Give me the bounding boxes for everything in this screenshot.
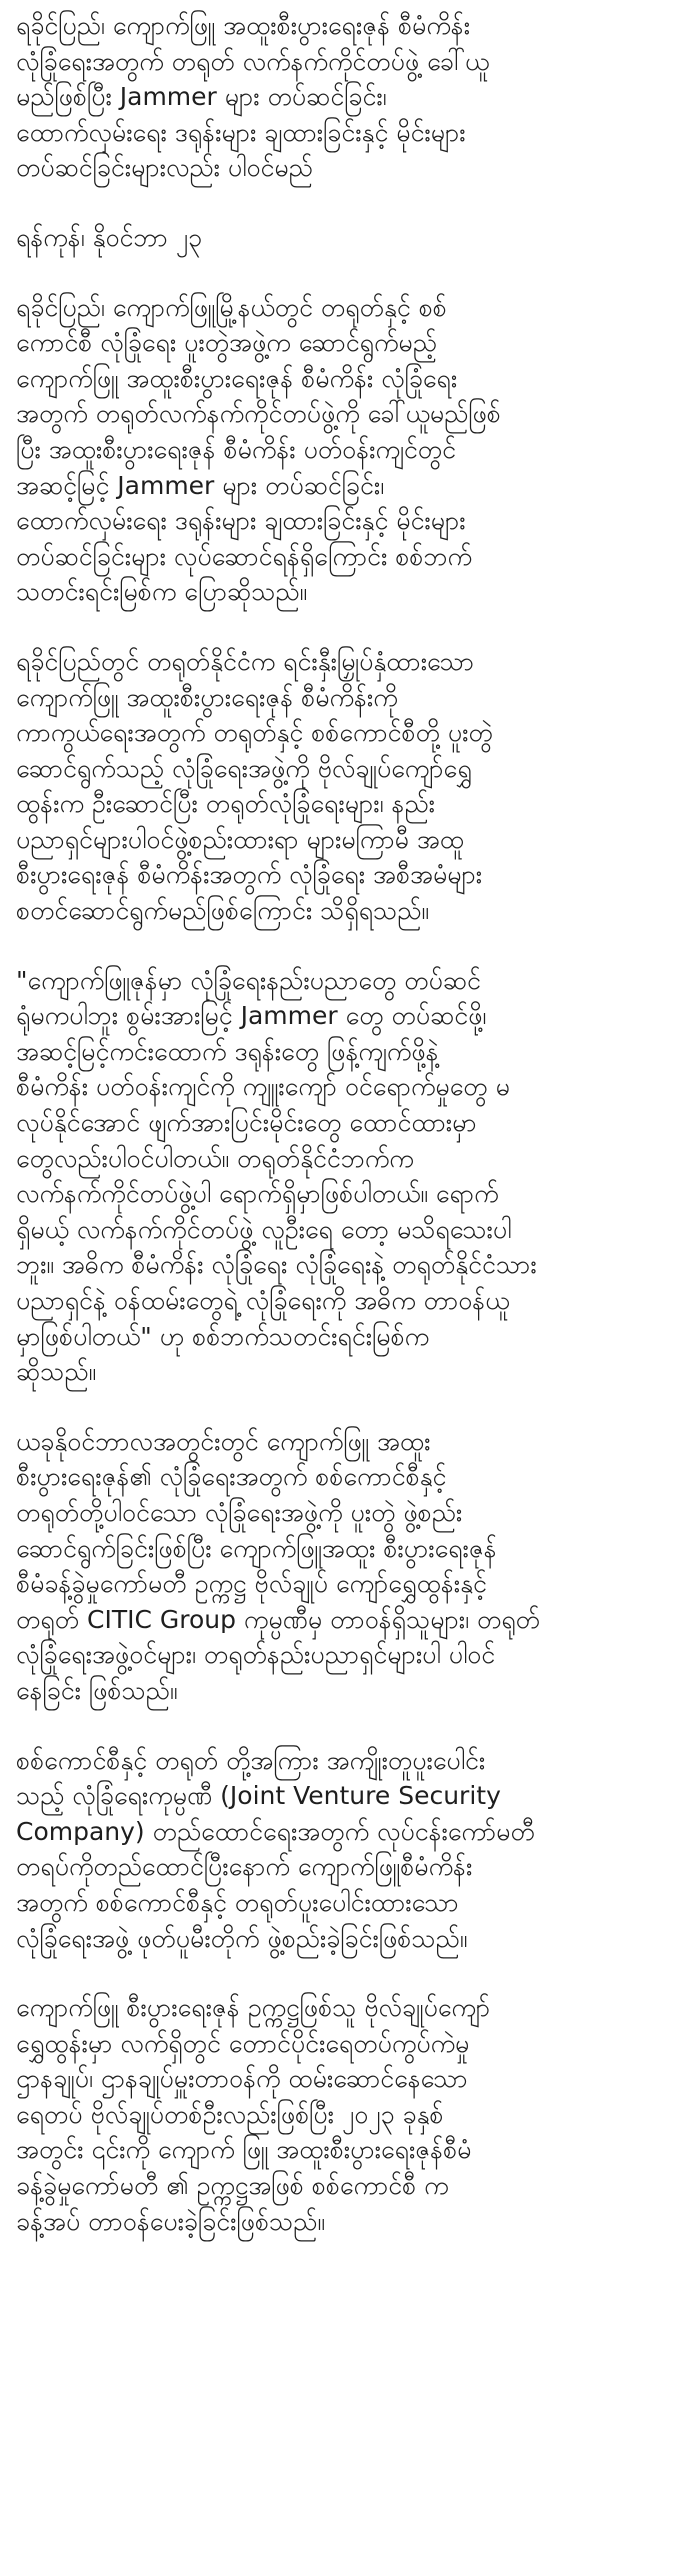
article-headline: ရခိုင်ပြည်၊ ကျောက်ဖြူ အထူးစီးပွားရေးဇုန် စီမံကိန်း လုံခြုံရေးအတွက် တရုတ် လက်နက်ကိုင်တပ်ဖွဲ့ ခေါ်ယူ မည်ဖြစ်ပြီး Jammer များ တပ်ဆင်ခြင်း၊ ထောက်လှမ်းရေး ဒရုန်းများ ချထားခြင်းနှင့် မိုင်းများ တပ်ဆင်ခြင်းများလည်း ပါဝင်မည် xyxy=(16,11,490,183)
article-dateline: ရန်ကုန်၊ နိုဝင်ဘာ ၂၃ xyxy=(16,222,203,252)
article-paragraph: ကျောက်ဖြူ စီးပွားရေးဇုန် ဥက္ကဋ္ဌဖြစ်သူ ဗိုလ်ချုပ်ကျော် ရွှေထွန်းမှာ လက်ရှိတွင် တောင်ပိုင်းရေတပ်ကွပ်ကဲမှု ဌာနချုပ်၊ ဌာနချုပ်မှူးတာဝန်ကို ထမ်းဆောင်နေသော ရေတပ် ဗိုလ်ချုပ်တစ်ဦးလည်းဖြစ်ပြီး ၂၀၂၃ ခုနှစ် အတွင်း ၎င်းကို ကျောက် ဖြူ အထူးစီးပွားရေးဇုန်စီမံ ခန့်ခွဲမှုကော်မတီ ၏ ဥက္ကဋ္ဌအဖြစ် စစ်ကောင်စီ က ခန့်အပ် တာဝန်ပေးခဲ့ခြင်းဖြစ်သည်။ xyxy=(16,1993,491,2236)
article-quote-paragraph: "ကျောက်ဖြူဇုန်မှာ လုံခြုံရေးနည်းပညာတွေ တပ်ဆင် ရုံမကပါဘူး စွမ်းအားမြင့် Jammer တွေ တပ်ဆင်ဖို့၊ အဆင့်မြင့်ကင်းထောက် ဒရုန်းတွေ ဖြန့်ကျက်ဖို့နဲ့ စီမံကိန်း ပတ်ဝန်းကျင်ကို ကျူးကျော် ဝင်ရောက်မှုတွေ မ လုပ်နိုင်အောင် ဖျက်အားပြင်းမိုင်းတွေ ထောင်ထားမှာ တွေလည်းပါဝင်ပါတယ်။ တရုတ်နိုင်ငံဘက်က လက်နက်ကိုင်တပ်ဖွဲ့ပါ ရောက်ရှိမှာဖြစ်ပါတယ်။ ရောက် ရှိမယ့် လက်နက်ကိုင်တပ်ဖွဲ့ လူဦးရေ တော့ မသိရသေးပါ ဘူး။ အဓိက စီမံကိန်း လုံခြုံရေး လုံခြုံရေးနဲ့ တရုတ်နိုင်ငံသား ပညာရှင်နဲ့ ဝန်ထမ်းတွေရဲ့ လုံခြုံရေးကို အဓိက တာဝန်ယူ မှာဖြစ်ပါတယ်" ဟု စစ်ဘက်သတင်းရင်းမြစ်က ဆိုသည်။ xyxy=(16,965,537,1387)
article-paragraph: ယခုနိုဝင်ဘာလအတွင်းတွင် ကျောက်ဖြူ အထူး စီးပွားရေးဇုန်၏ လုံခြုံရေးအတွက် စစ်ကောင်စီနှင့် တရုတ်တို့ပါဝင်သော လုံခြုံရေးအဖွဲ့ကို ပူးတွဲ ဖွဲ့စည်း ဆောင်ရွက်ခြင်းဖြစ်ပြီး ကျောက်ဖြူအထူး စီးပွားရေးဇုန် စီမံခန့်ခွဲမှုကော်မတီ ဥက္ကဋ္ဌ ဗိုလ်ချုပ် ကျော်ရွှေထွန်းနှင့် တရုတ် CITIC Group ကုမ္ပဏီမှ တာဝန်ရှိသူများ၊ တရုတ် လုံခြုံရေးအဖွဲ့ဝင်များ၊ တရုတ်နည်းပညာရှင်များပါ ပါဝင် နေခြင်း ဖြစ်သည်။ xyxy=(16,1426,541,1705)
article-paragraph: ရခိုင်ပြည်တွင် တရုတ်နိုင်ငံက ရင်းနှီးမြှုပ်နှံထားသော ကျောက်ဖြူ အထူးစီးပွားရေးဇုန် စီမံကိန်းကို ကာကွယ်ရေးအတွက် တရုတ်နှင့် စစ်ကောင်စီတို့ ပူးတွဲ ဆောင်ရွက်သည့် လုံခြုံရေးအဖွဲ့ကို ဗိုလ်ချုပ်ကျော်ရွှေ ထွန်းက ဦးဆောင်ပြီး တရုတ်လုံခြုံရေးများ၊ နည်း ပညာရှင်များပါဝင်ဖွဲ့စည်းထားရာ များမကြာမီ အထူ စီးပွားရေးဇုန် စီမံကိန်းအတွက် လုံခြုံရေး အစီအမံများ စတင်ဆောင်ရွက်မည်ဖြစ်ကြောင်း သိရှိရသည်။ xyxy=(16,646,493,926)
article-paragraph: စစ်ကောင်စီနှင့် တရုတ် တို့အကြား အကျိုးတူပူးပေါင်း သည့် လုံခြုံရေးကုမ္ပဏီ (Joint Venture Security Company) တည်ထောင်ရေးအတွက် လုပ်ငန်းကော်မတီ တရပ်ကိုတည်ထောင်ပြီးနောက် ကျောက်ဖြူစီမံကိန်း အတွက် စစ်ကောင်စီနှင့် တရုတ်ပူးပေါင်းထားသော လုံခြုံရေးအဖွဲ့ ဖုတ်ပူမီးတိုက် ဖွဲ့စည်းခဲ့ခြင်းဖြစ်သည်။ xyxy=(16,1745,535,1953)
article-paragraph: ရခိုင်ပြည်၊ ကျောက်ဖြူမြို့နယ်တွင် တရုတ်နှင့် စစ် ကောင်စီ လုံခြုံရေး ပူးတွဲအဖွဲ့က ဆောင်ရွက်မည့် ကျောက်ဖြူ အထူးစီးပွားရေးဇုန် စီမံကိန်း လုံခြုံရေး အတွက် တရုတ်လက်နက်ကိုင်တပ်ဖွဲ့ကို ခေါ်ယူမည်ဖြစ် ပြီး အထူးစီးပွားရေးဇုန် စီမံကိန်း ပတ်ဝန်းကျင်တွင် အဆင့်မြင့် Jammer များ တပ်ဆင်ခြင်း၊ ထောက်လှမ်းရေး ဒရုန်းများ ချထားခြင်းနှင့် မိုင်းများ တပ်ဆင်ခြင်းများ လုပ်ဆောင်ရန်ရှိကြောင်း စစ်ဘက် သတင်းရင်းမြစ်က ပြောဆိုသည်။ xyxy=(16,292,501,607)
